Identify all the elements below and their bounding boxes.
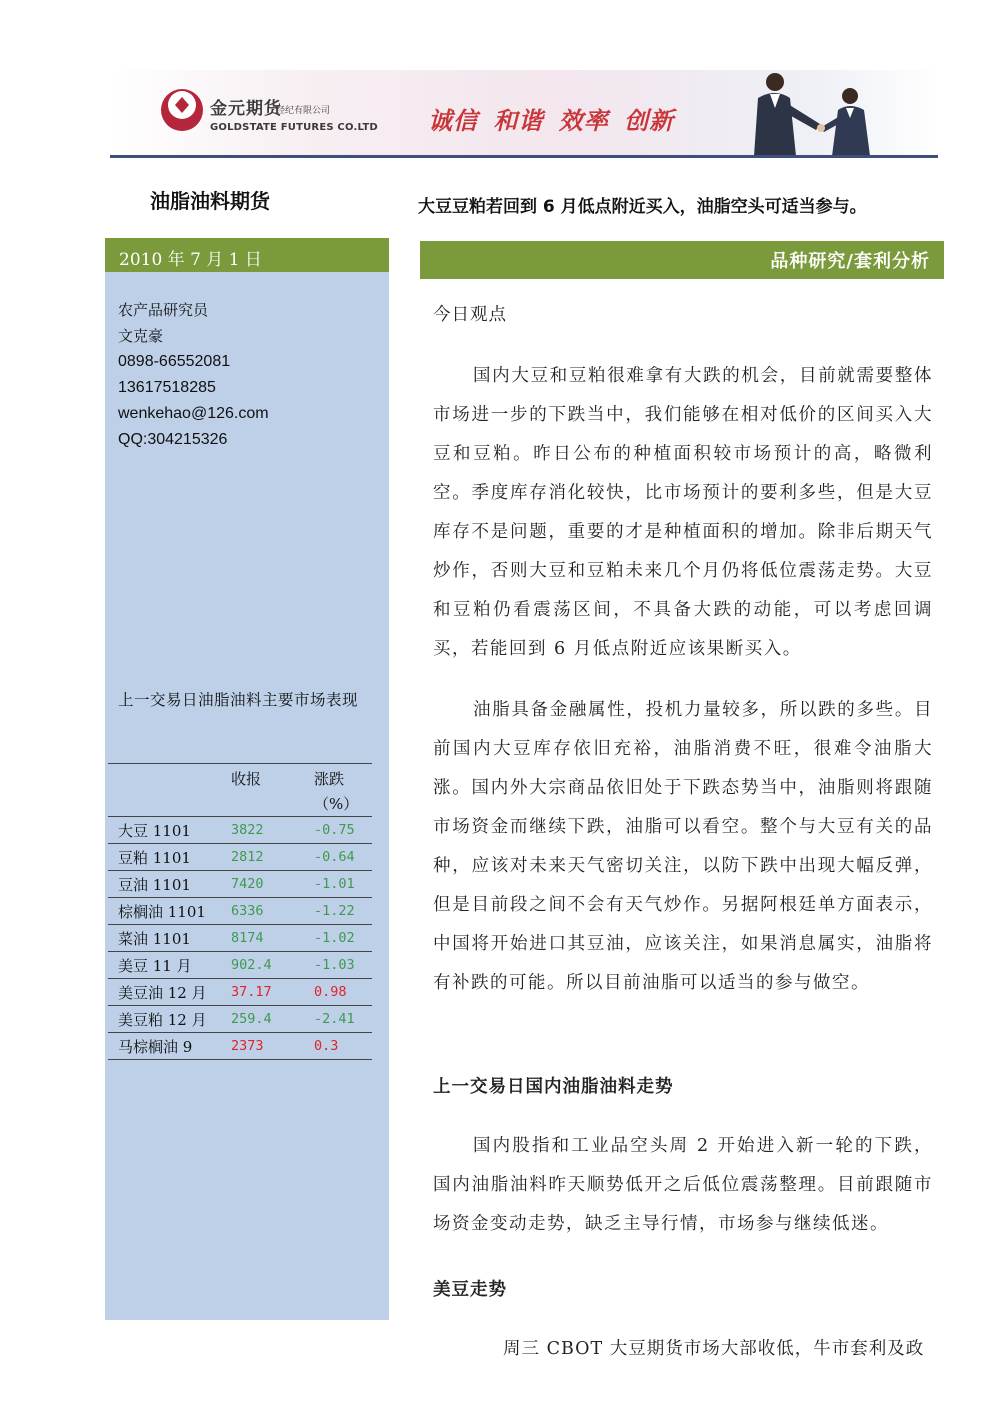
paragraph-3: 国内股指和工业品空头周 2 开始进入新一轮的下跌，国内油脂油料昨天顺势低开之后低位震荡整理。目前跟随市场资金变动走势，缺乏主导行情，市场参与继续低迷。 <box>433 1136 933 1234</box>
row-name: 马棕榈油 9 <box>108 1033 228 1060</box>
row-close: 902.4 <box>228 952 308 979</box>
header-change-label: 涨跌 <box>314 770 345 788</box>
row-change: 0.3 <box>308 1033 372 1060</box>
analyst-phone: 0898-66552081 <box>118 353 231 370</box>
table-row <box>108 979 372 1006</box>
slogan: 诚信 和谐 效率 创新 <box>428 107 675 135</box>
paragraph-2: 油脂具备金融属性，投机力量较多，所以跌的多些。目前国内大豆库存依旧充裕，油脂消费不旺，很难令油脂大涨。国内外大宗商品依旧处于下跌态势当中，油脂则将跟随市场资金而继续下跌，油脂可以看空。整个与大豆有关的品种，应该对未来天气密切关注，以防下跌中出现大幅反弹，但是目前段之间不会有天气炒作。另据阿根廷单方面表示，中国将开始进口其豆油，应该关注，如果消息属实，油脂将有补跌的可能。所以目前油脂可以适当的参与做空。 <box>433 700 933 993</box>
row-close: 2373 <box>228 1033 308 1060</box>
row-name: 棕榈油 1101 <box>108 898 228 925</box>
market-table <box>108 763 372 1060</box>
table-row <box>108 1033 372 1060</box>
header-close: 收报 <box>228 764 308 817</box>
row-name: 美豆油 12 月 <box>108 979 228 1006</box>
row-name: 豆粕 1101 <box>108 844 228 871</box>
company-name-en: GOLDSTATE FUTURES CO.LTD <box>210 122 378 133</box>
table-row <box>108 898 372 925</box>
row-close: 8174 <box>228 925 308 952</box>
analyst-qq: QQ:304215326 <box>118 431 228 448</box>
row-change: -0.64 <box>308 844 372 871</box>
section-title: 品种研究/套利分析 <box>420 241 944 279</box>
row-name: 美豆粕 12 月 <box>108 1006 228 1033</box>
header-divider <box>110 155 938 158</box>
table-row <box>108 925 372 952</box>
report-category: 油脂油料期货 <box>150 189 270 213</box>
row-name: 美豆 11 月 <box>108 952 228 979</box>
row-close: 7420 <box>228 871 308 898</box>
row-close: 3822 <box>228 817 308 844</box>
view-heading: 今日观点 <box>433 305 507 325</box>
row-name: 大豆 1101 <box>108 817 228 844</box>
paragraph-4-start: 周三 CBOT 大豆期货市场大部收低，牛市套利及政 <box>503 1339 925 1359</box>
row-change: 0.98 <box>308 979 372 1006</box>
report-headline: 大豆豆粕若回到 6 月低点附近买入，油脂空头可适当参与。 <box>418 197 867 217</box>
row-change: -1.01 <box>308 871 372 898</box>
table-row <box>108 871 372 898</box>
analyst-email[interactable]: wenkehao@126.com <box>118 405 269 422</box>
paragraph-1: 国内大豆和豆粕很难拿有大跌的机会，目前就需要整体市场进一步的下跌当中，我们能够在相对低价的区间买入大豆和豆粕。昨日公布的种植面积较市场预计的高，略微利空。季度库存消化较快，比市场预计的要利多些，但是大豆库存不是问题，重要的才是种植面积的增加。除非后期天气炒作，否则大豆和豆粕未来几个月仍将低位震荡走势。大豆和豆粕仍看震荡区间，不具备大跌的动能，可以考虑回调买，若能回到 6 月低点附近应该果断买入。 <box>433 366 933 659</box>
row-change: -2.41 <box>308 1006 372 1033</box>
header-change <box>308 764 372 817</box>
company-name-suffix: 经纪有限公司 <box>276 106 331 116</box>
row-change: -1.22 <box>308 898 372 925</box>
us-soy-heading: 美豆走势 <box>433 1280 507 1300</box>
row-close: 6336 <box>228 898 308 925</box>
handshake-illustration-icon <box>720 68 910 156</box>
analyst-contact <box>118 297 269 453</box>
table-row <box>108 844 372 871</box>
table-row <box>108 952 372 979</box>
company-logo-icon <box>160 88 204 132</box>
row-close: 2812 <box>228 844 308 871</box>
header-change-unit: （%） <box>314 795 359 813</box>
market-table-header <box>108 764 372 817</box>
report-date: 2010 年 7 月 1 日 <box>105 238 389 272</box>
table-row <box>108 817 372 844</box>
analyst-mobile: 13617518285 <box>118 379 216 396</box>
row-close: 259.4 <box>228 1006 308 1033</box>
trend-heading: 上一交易日国内油脂油料走势 <box>433 1077 674 1097</box>
row-change: -1.03 <box>308 952 372 979</box>
row-name: 豆油 1101 <box>108 871 228 898</box>
header-name <box>108 764 228 817</box>
analyst-role: 农产品研究员 <box>118 301 209 319</box>
analyst-name: 文克豪 <box>118 327 164 345</box>
table-row <box>108 1006 372 1033</box>
company-name-cn: 金元期货 <box>210 99 282 119</box>
row-name: 菜油 1101 <box>108 925 228 952</box>
row-change: -1.02 <box>308 925 372 952</box>
row-close: 37.17 <box>228 979 308 1006</box>
market-table-title: 上一交易日油脂油料主要市场表现 <box>118 691 359 709</box>
row-change: -0.75 <box>308 817 372 844</box>
